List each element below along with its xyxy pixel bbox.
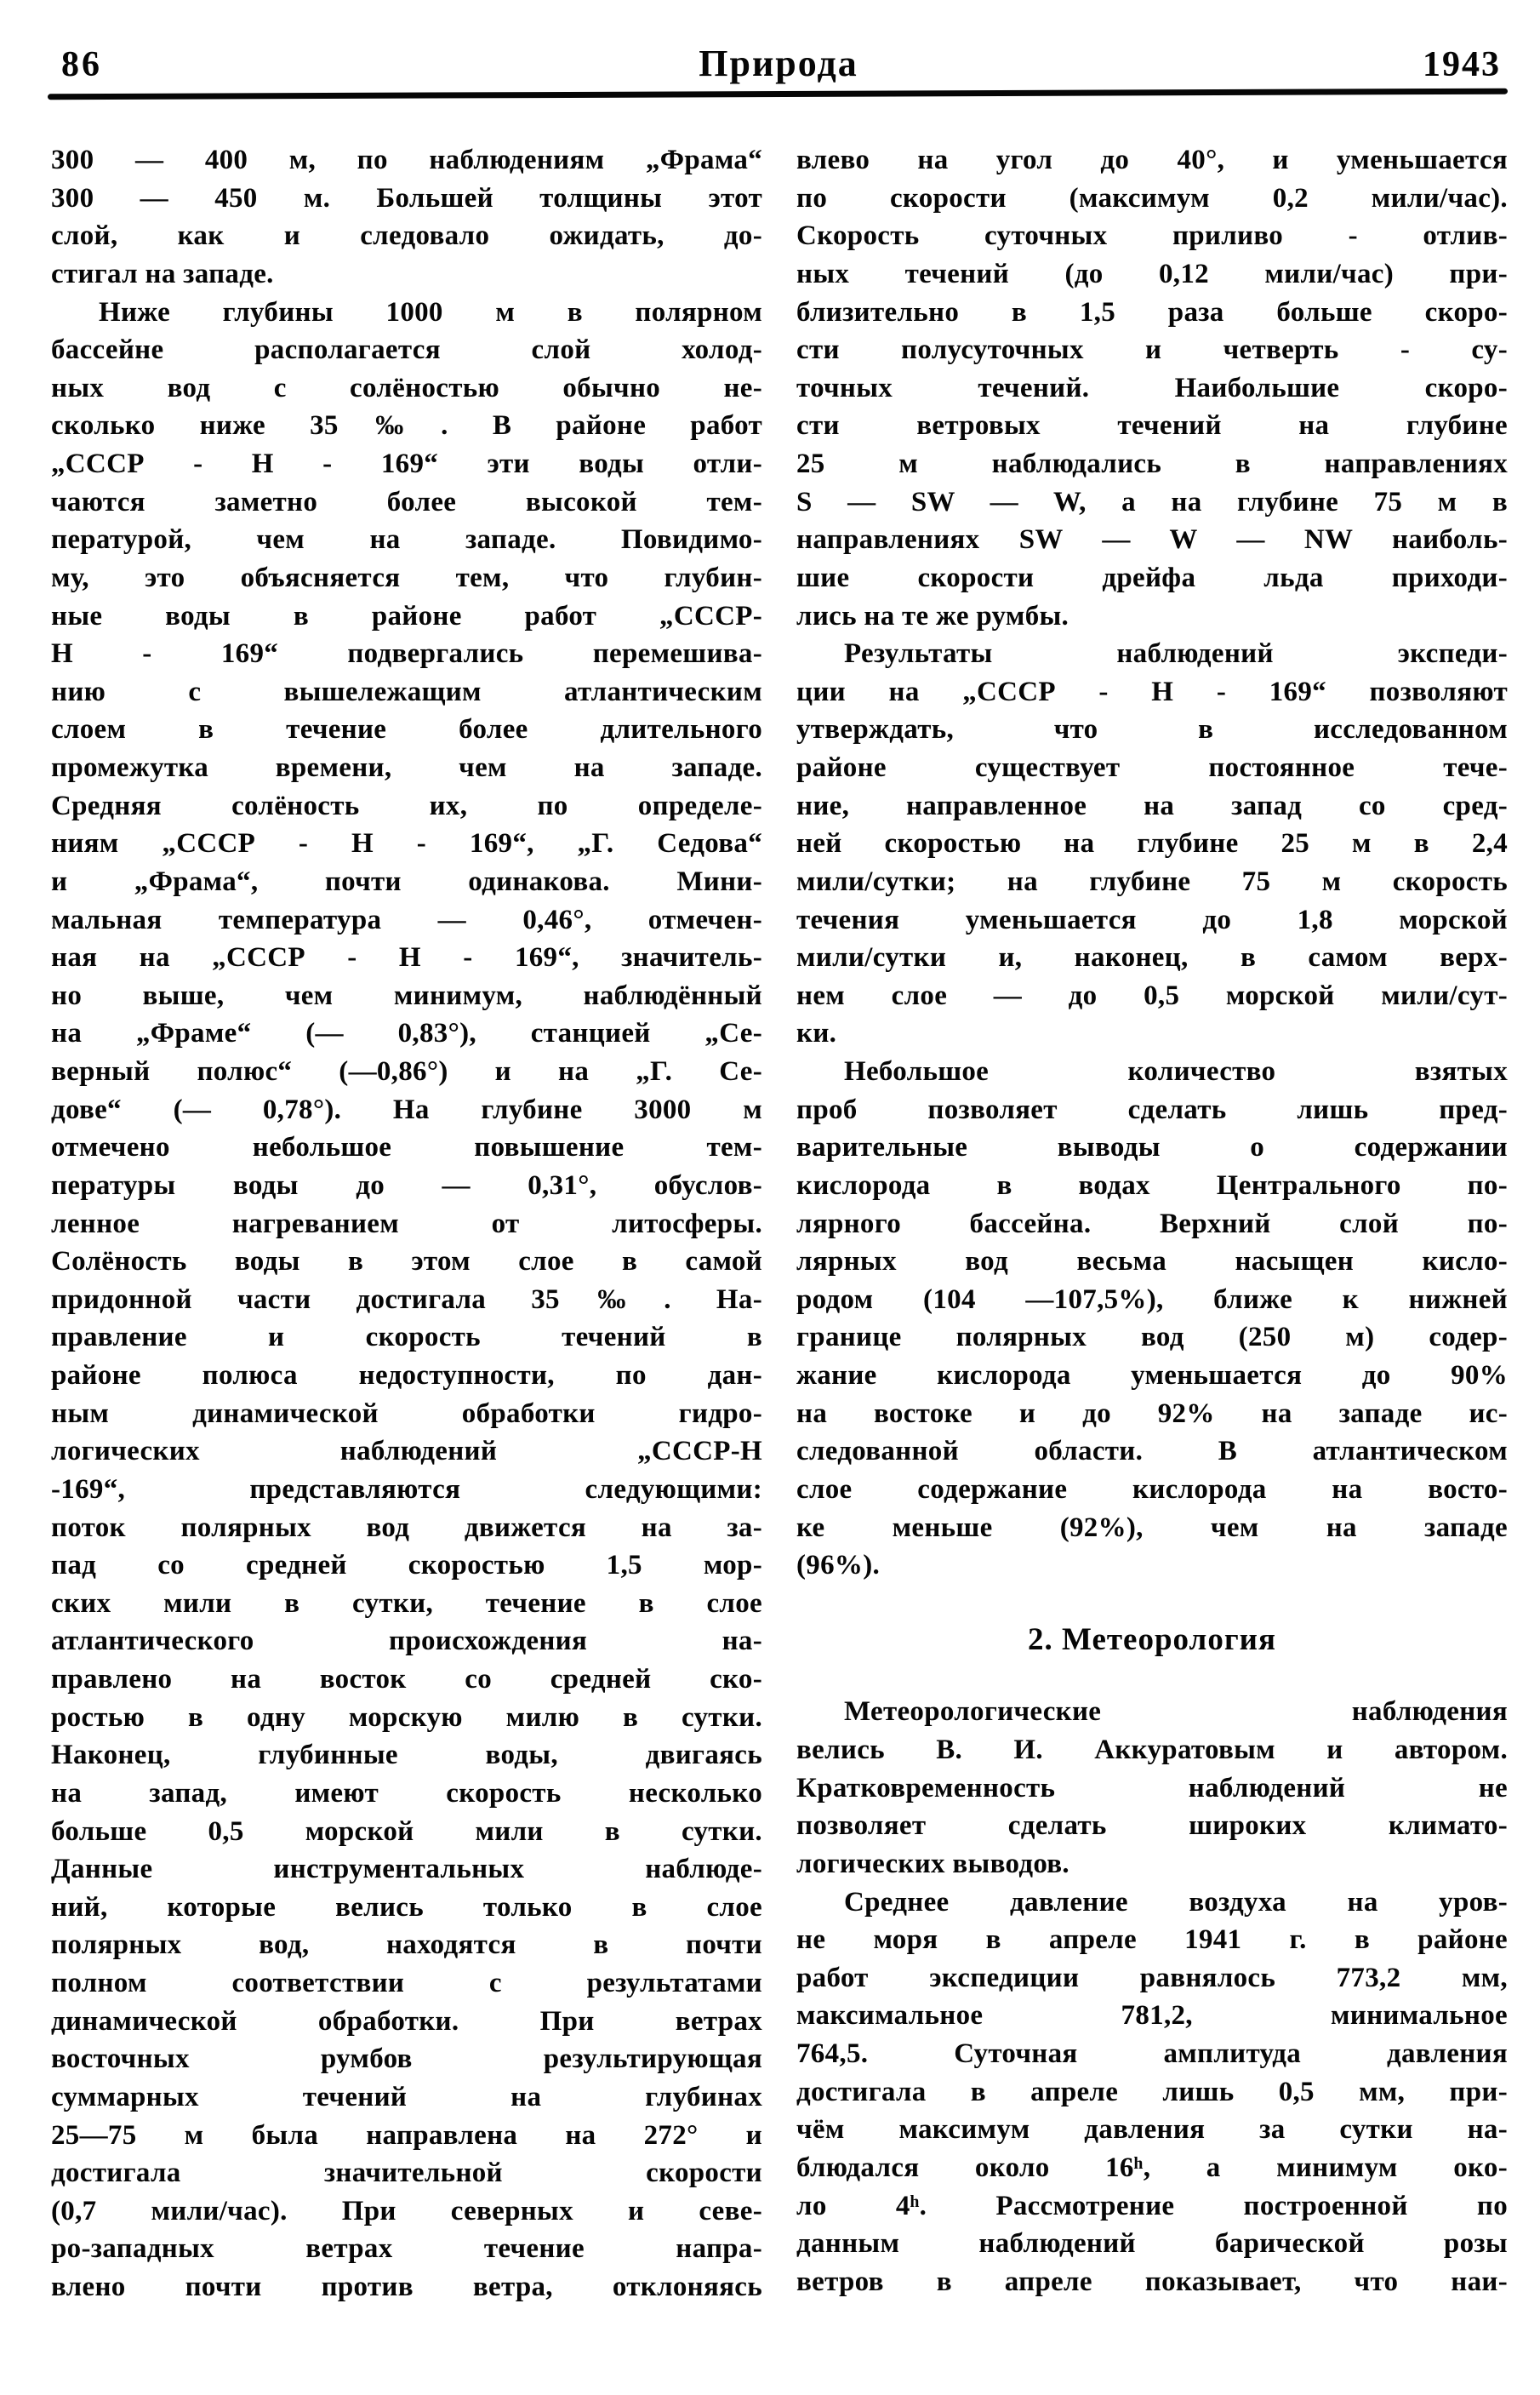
text-line: ке меньше (92%), чем на западе <box>796 1512 1508 1543</box>
text-line: Небольшое количество взятых <box>844 1056 1508 1087</box>
text-line: ки. <box>796 1018 837 1049</box>
text-line: бассейне располагается слой холод- <box>51 334 762 366</box>
text-line: лись на те же румбы. <box>796 600 1069 632</box>
text-line: ских мили в сутки, течение в слое <box>51 1587 762 1619</box>
text-line: работ экспедиции равнялось 773,2 мм, <box>796 1962 1508 1993</box>
right-column <box>796 141 1508 2306</box>
text-line: жание кислорода уменьшается до 90% <box>796 1360 1508 1391</box>
text-line: нию с вышележащим атлантическим <box>51 676 762 707</box>
text-line: пературой, чем на западе. Повидимо- <box>51 524 762 556</box>
text-line: промежутка времени, чем на западе. <box>51 752 762 783</box>
text-line: ро-западных ветрах течение напра- <box>51 2233 762 2265</box>
text-line: Средняя солёность их, по определе- <box>51 790 762 821</box>
text-line: шие скорости дрейфа льда приходи- <box>796 562 1508 593</box>
text-line: чаются заметно более высокой тем- <box>51 486 762 517</box>
text-line: на востоке и до 92% на западе ис- <box>796 1398 1508 1429</box>
header-rule <box>48 89 1508 100</box>
text-line: влено почти против ветра, отклоняясь <box>51 2272 762 2302</box>
text-line: границе полярных вод (250 м) содер- <box>796 1322 1508 1353</box>
text-line: варительные выводы о содержании <box>796 1132 1508 1163</box>
text-line: ний, которые велись только в слое <box>51 1891 762 1923</box>
text-line: ростью в одну морскую милю в сутки. <box>51 1701 762 1733</box>
text-line: на запад, имеют скорость несколько <box>51 1777 762 1809</box>
text-line: дове“ (— 0,78°). На глубине 3000 м <box>51 1094 762 1125</box>
text-line: правлено на восток со средней ско- <box>51 1664 762 1695</box>
text-line: нем слое — до 0,5 морской мили/сут- <box>796 980 1508 1011</box>
text-line: но выше, чем минимум, наблюдённый <box>51 980 762 1011</box>
text-line: ней скоростью на глубине 25 м в 2,4 <box>796 828 1508 860</box>
text-line: S — SW — W, а на глубине 75 м в <box>796 486 1508 517</box>
text-line: (0,7 мили/час). При северных и севе- <box>51 2195 762 2226</box>
text-line: велись В. И. Аккуратовым и автором. <box>796 1735 1508 1765</box>
text-line: полярных вод, находятся в почти <box>51 1929 762 1961</box>
text-line: 300 — 450 м. Большей толщины этот <box>51 182 762 214</box>
text-line: полном соответствии с результатами <box>51 1968 762 1998</box>
running-head <box>56 37 1501 85</box>
text-line: динамической обработки. При ветрах <box>51 2005 762 2037</box>
text-line: слое содержание кислорода на восто- <box>796 1473 1508 1505</box>
text-line: ным динамической обработки гидро- <box>51 1398 762 1429</box>
text-line: утверждать, что в исследованном <box>796 714 1508 746</box>
text-line: суммарных течений на глубинах <box>51 2081 762 2112</box>
text-line: ции на „СССР - Н - 169“ позволяют <box>796 676 1508 707</box>
text-line: больше 0,5 морской мили в сутки. <box>51 1815 762 1847</box>
text-line: точных течений. Наибольшие скоро- <box>796 372 1508 403</box>
text-line: ные воды в районе работ „СССР- <box>51 600 762 632</box>
text-line: ленное нагреванием от литосферы. <box>51 1208 762 1239</box>
text-line: отмечено небольшое повышение тем- <box>51 1132 762 1163</box>
text-line: правление и скорость течений в <box>51 1322 762 1353</box>
text-line: ных вод с солёностью обычно не- <box>51 372 762 403</box>
text-line: Солёность воды в этом слое в самой <box>51 1246 762 1278</box>
text-line: мили/сутки и, наконец, в самом верх- <box>796 942 1508 974</box>
left-column <box>51 141 762 2306</box>
text-line: следованной области. В атлантическом <box>796 1436 1508 1467</box>
text-line: на „Фраме“ (— 0,83°), станцией „Се- <box>51 1018 762 1049</box>
text-line: (96%). <box>796 1550 881 1581</box>
text-line: ных течений (до 0,12 мили/час) при- <box>796 258 1508 289</box>
text-line: придонной части достигала 35‰. На- <box>51 1283 762 1315</box>
text-line: Среднее давление воздуха на уров- <box>844 1886 1508 1918</box>
text-line: данным наблюдений барической розы <box>796 2228 1508 2260</box>
text-line: близительно в 1,5 раза больше скоро- <box>796 296 1508 328</box>
text-line: Результаты наблюдений экспеди- <box>844 638 1508 670</box>
text-line: логических выводов. <box>796 1848 1069 1879</box>
text-line: и „Фрама“, почти одинакова. Мини- <box>51 866 762 897</box>
journal-title: Природа <box>699 43 858 84</box>
text-line: сти полусуточных и четверть - су- <box>796 334 1508 366</box>
text-line: Данные инструментальных наблюде- <box>51 1854 762 1885</box>
text-line: мальная температура — 0,46°, отмечен- <box>51 904 762 935</box>
text-line: мили/сутки; на глубине 75 м скорость <box>796 866 1508 897</box>
text-columns <box>51 141 1508 2306</box>
text-line: ние, направленное на запад со сред- <box>796 790 1508 821</box>
text-line: лярных вод весьма насыщен кисло- <box>796 1246 1508 1278</box>
text-line: достигала значительной скорости <box>51 2158 762 2189</box>
text-line: максимальное 781,2, минимальное <box>796 2000 1508 2032</box>
text-line: 300 — 400 м, по наблюдениям „Фрама“ <box>51 145 762 175</box>
text-line: 764,5. Суточная амплитуда давления <box>796 2038 1508 2069</box>
text-line: слоем в течение более длительного <box>51 714 762 746</box>
text-line: по скорости (максимум 0,2 мили/час). <box>796 182 1508 214</box>
text-line: Ниже глубины 1000 м в полярном <box>99 296 762 328</box>
text-line: ниям „СССР - Н - 169“, „Г. Седова“ <box>51 828 762 860</box>
text-line: не моря в апреле 1941 г. в районе <box>796 1924 1508 1956</box>
text-line: позволяет сделать широких климато- <box>796 1810 1508 1842</box>
text-line: атлантического происхождения на- <box>51 1626 762 1657</box>
text-line: верный полюс“ (—0,86°) и на „Г. Се- <box>51 1056 762 1087</box>
year-label: 1943 <box>1423 45 1501 84</box>
text-line: восточных румбов результирующая <box>51 2043 762 2075</box>
text-line: стигал на западе. <box>51 258 274 289</box>
text-line: поток полярных вод движется на за- <box>51 1512 762 1543</box>
text-line: блюдался около 16ʰ, а минимум око- <box>796 2152 1508 2183</box>
text-line: чём максимум давления за сутки на- <box>796 2114 1508 2146</box>
text-line: кислорода в водах Центрального по- <box>796 1169 1508 1201</box>
text-line: ветров в апреле показывает, что наи- <box>796 2266 1508 2297</box>
text-line: Наконец, глубинные воды, двигаясь <box>51 1740 762 1771</box>
section-heading: 2. Метеорология <box>1028 1621 1276 1657</box>
text-line: лярного бассейна. Верхний слой по- <box>796 1208 1508 1239</box>
text-line: Скорость суточных приливо - отлив- <box>796 220 1508 252</box>
page-number: 86 <box>61 45 102 84</box>
text-line: сти ветровых течений на глубине <box>796 410 1508 442</box>
text-line: районе существует постоянное тече- <box>796 752 1508 783</box>
text-line: сколько ниже 35‰. В районе работ <box>51 410 762 442</box>
text-line: Кратковременность наблюдений не <box>796 1772 1508 1803</box>
text-line: течения уменьшается до 1,8 морской <box>796 904 1508 935</box>
text-line: логических наблюдений „СССР-Н <box>51 1436 762 1467</box>
text-line: достигала в апреле лишь 0,5 мм, при- <box>796 2076 1508 2107</box>
text-line: 25—75 м была направлена на 272° и <box>51 2119 762 2151</box>
text-line: районе полюса недоступности, по дан- <box>51 1360 762 1391</box>
text-line: родом (104 —107,5%), ближе к нижней <box>796 1283 1508 1315</box>
text-line: направлениях SW — W — NW наиболь- <box>796 524 1508 556</box>
text-line: 25 м наблюдались в направлениях <box>796 449 1508 479</box>
text-line: проб позволяет сделать лишь пред- <box>796 1094 1508 1125</box>
text-line: Метеорологические наблюдения <box>844 1696 1508 1728</box>
text-line: пературы воды до — 0,31°, обуслов- <box>51 1169 762 1201</box>
text-line: „СССР - Н - 169“ эти воды отли- <box>51 449 762 479</box>
text-line: слой, как и следовало ожидать, до- <box>51 220 762 252</box>
text-line: Н - 169“ подвергались перемешива- <box>51 638 762 670</box>
text-line: ло 4ʰ. Рассмотрение построенной по <box>796 2190 1508 2221</box>
text-line: влево на угол до 40°, и уменьшается <box>796 145 1508 175</box>
text-line: му, это объясняется тем, что глубин- <box>51 562 762 593</box>
text-line: -169“, представляются следующими: <box>51 1473 762 1505</box>
text-line: пад со средней скоростью 1,5 мор- <box>51 1550 762 1581</box>
text-line: ная на „СССР - Н - 169“, значитель- <box>51 942 762 974</box>
